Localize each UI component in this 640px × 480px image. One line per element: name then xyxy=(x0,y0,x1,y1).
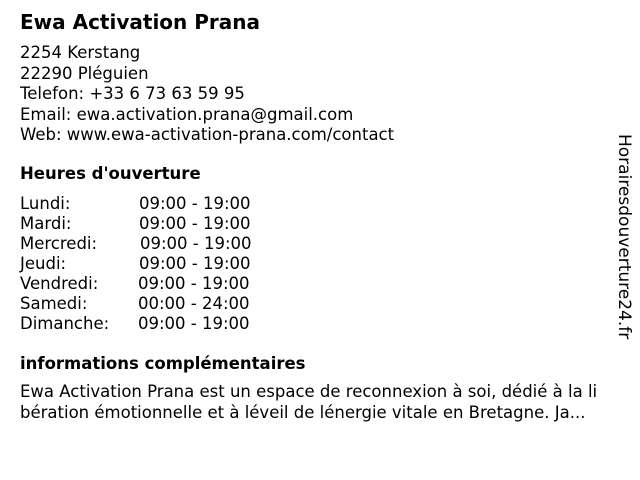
hours-row-thursday xyxy=(20,254,280,274)
additional-info-heading: informations complémentaires xyxy=(20,354,306,373)
hours-row-saturday xyxy=(20,294,280,314)
time-range: 09:00 - 19:00 xyxy=(138,274,250,293)
email-line[interactable]: Email: ewa.activation.prana@gmail.com xyxy=(20,104,354,124)
day-label: Mardi: xyxy=(20,214,72,233)
time-range: 09:00 - 19:00 xyxy=(140,234,252,253)
time-range: 09:00 - 19:00 xyxy=(138,314,250,333)
day-label: Samedi: xyxy=(20,294,88,313)
business-description xyxy=(20,382,632,423)
opening-hours-table xyxy=(20,194,280,334)
business-name: Ewa Activation Prana xyxy=(20,10,260,34)
time-range: 00:00 - 24:00 xyxy=(138,294,250,313)
day-label: Vendredi: xyxy=(20,274,99,293)
hours-row-monday xyxy=(20,194,280,214)
watermark-text: Horairesdouverture24.fr xyxy=(614,134,634,340)
day-label: Dimanche: xyxy=(20,314,110,333)
hours-row-tuesday xyxy=(20,214,280,234)
contact-details xyxy=(20,43,394,146)
hours-row-wednesday xyxy=(20,234,280,254)
time-range: 09:00 - 19:00 xyxy=(139,214,251,233)
description-line: Ewa Activation Prana est un espace de reconnexion à soi, dédié à la li xyxy=(20,382,598,401)
day-label: Lundi: xyxy=(20,194,71,213)
site-watermark xyxy=(612,134,636,344)
description-line: bération émotionnelle et à léveil de lénergie vitale en Bretagne. Ja... xyxy=(20,402,586,422)
street-address: 2254 Kerstang xyxy=(20,43,141,62)
web-line[interactable]: Web: www.ewa-activation-prana.com/contact xyxy=(20,125,395,144)
day-label: Jeudi: xyxy=(20,254,67,273)
time-range: 09:00 - 19:00 xyxy=(139,254,251,273)
phone-line[interactable]: Telefon: +33 6 73 63 59 95 xyxy=(20,84,245,103)
opening-hours-heading: Heures d'ouverture xyxy=(20,164,201,183)
time-range: 09:00 - 19:00 xyxy=(139,194,251,213)
day-label: Mercredi: xyxy=(20,234,98,253)
hours-row-sunday xyxy=(20,314,280,334)
hours-row-friday xyxy=(20,274,280,294)
postal-city: 22290 Pléguien xyxy=(20,63,149,83)
